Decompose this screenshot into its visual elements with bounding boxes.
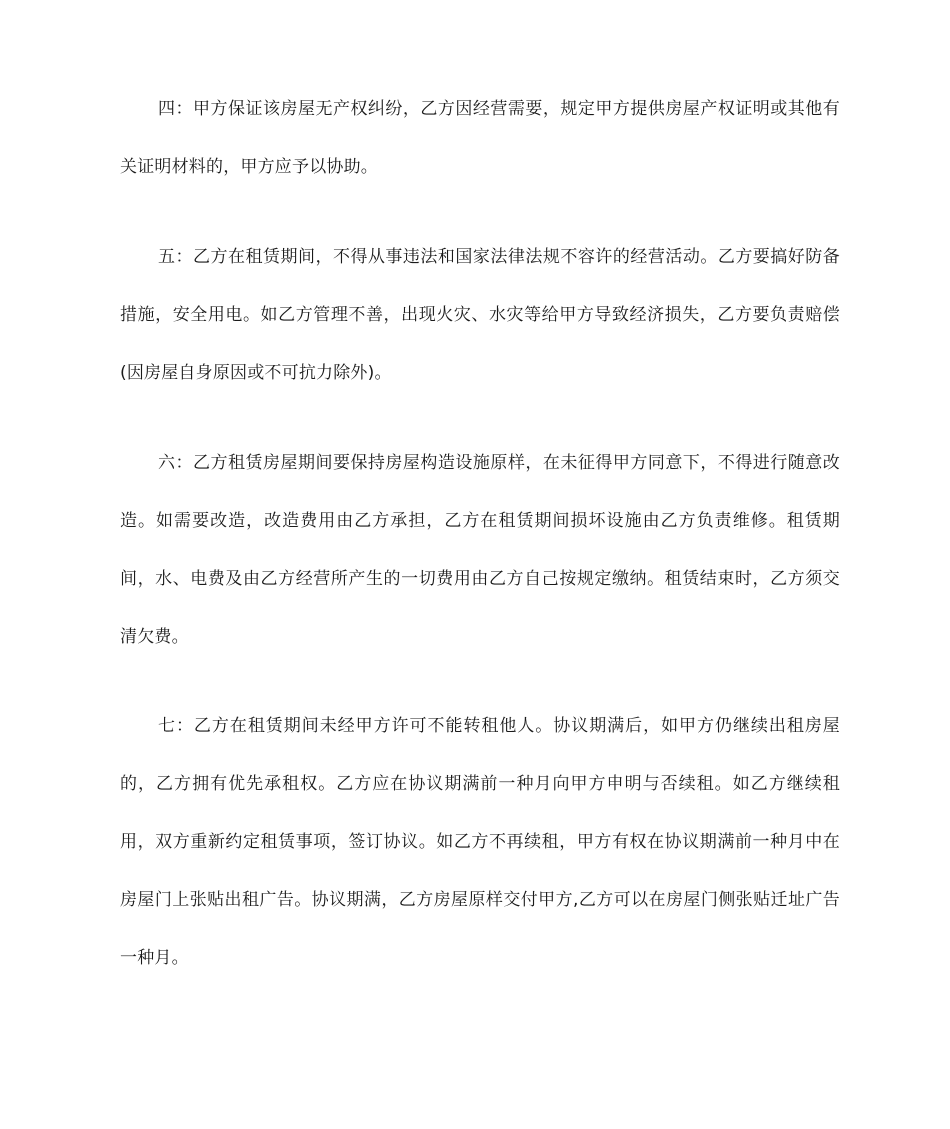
clause-seven-paragraph: 七：乙方在租赁期间未经甲方许可不能转租他人。协议期满后，如甲方仍继续出租房屋的，乙方拥有优先承租权。乙方应在协议期满前一种月向甲方申明与否续租。如乙方继续租用，双方重新约定租赁事项，签订协议。如乙方不再续租，甲方有权在协议期满前一种月中在房屋门上张贴出租广告。协议期满，乙方房屋原样交付甲方,乙方可以在房屋门侧张贴迁址广告一种月。 [120,716,840,968]
clause-five-paragraph: 五：乙方在租赁期间，不得从事违法和国家法律法规不容许的经营活动。乙方要搞好防备措施，安全用电。如乙方管理不善，出现火灾、水灾等给甲方导致经济损失，乙方要负责赔偿(因房屋自身原因或不可抗力除外)。 [120,247,840,383]
clause-six-paragraph: 六：乙方租赁房屋期间要保持房屋构造设施原样，在未征得甲方同意下，不得进行随意改造。如需要改造，改造费用由乙方承担，乙方在租赁期间损坏设施由乙方负责维修。租赁期间，水、电费及由乙方经营所产生的一切费用由乙方自己按规定缴纳。租赁结束时，乙方须交清欠费。 [120,453,840,647]
clause-four-paragraph: 四：甲方保证该房屋无产权纠纷，乙方因经营需要，规定甲方提供房屋产权证明或其他有关证明材料的，甲方应予以协助。 [120,99,840,177]
